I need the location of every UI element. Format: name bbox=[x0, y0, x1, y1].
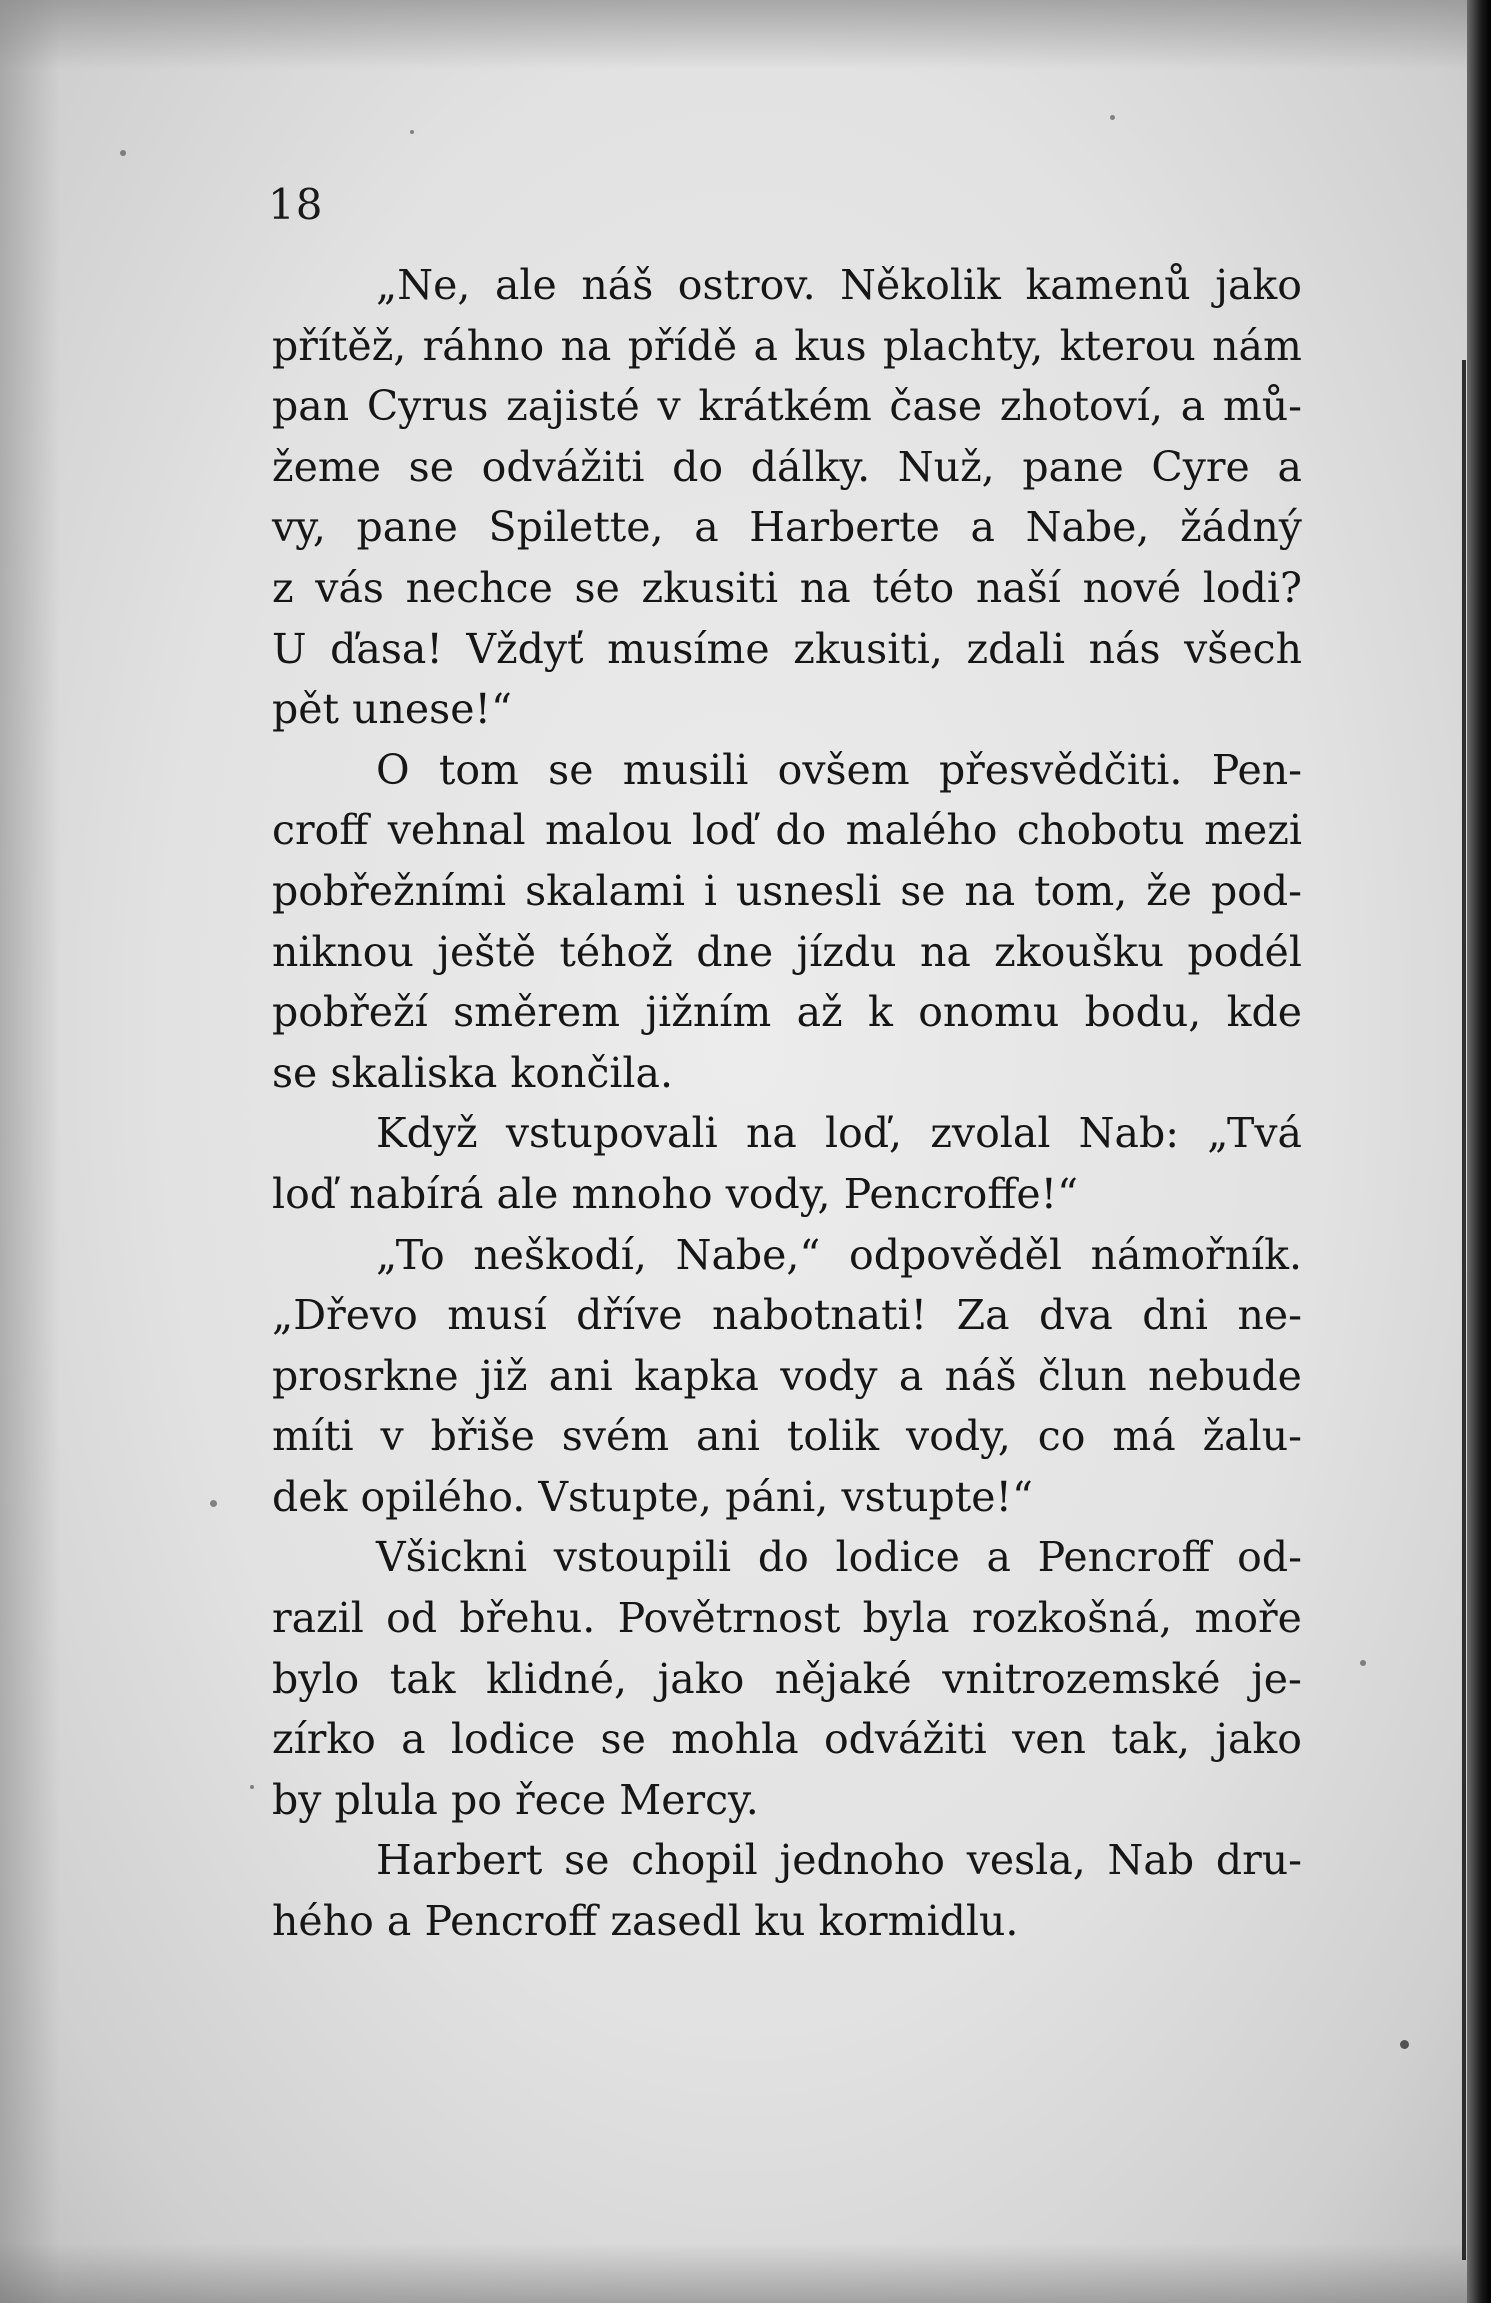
text-line: Harbert se chopil jednoho vesla, Nab dru- bbox=[376, 1836, 1302, 1885]
text-line: „To neškodí, Nabe,“ odpověděl námořník. bbox=[376, 1230, 1302, 1279]
text-line: „Dřevo musí dříve nabotnati! Za dva dni ne- bbox=[272, 1291, 1302, 1340]
text-line: niknou ještě téhož dne jízdu na zkoušku podél bbox=[272, 927, 1302, 976]
text-line: prosrkne již ani kapka vody a náš člun nebude bbox=[272, 1351, 1302, 1400]
scan-speck bbox=[210, 1500, 217, 1507]
text-line: U ďasa! Vždyť musíme zkusiti, zdali nás všech bbox=[272, 624, 1302, 673]
text-line: loď nabírá ale mnoho vody, Pencroffe!“ bbox=[272, 1169, 1079, 1218]
paragraph bbox=[272, 1103, 1302, 1224]
text-line: hého a Pencroff zasedl ku kormidlu. bbox=[272, 1897, 1019, 1946]
text-line: pobřeží směrem jižním až k onomu bodu, kde bbox=[272, 988, 1302, 1037]
text-line: pobřežními skalami i usnesli se na tom, že pod- bbox=[272, 866, 1302, 915]
text-line: zírko a lodice se mohla odvážiti ven tak, jako bbox=[272, 1715, 1302, 1764]
binding-edge bbox=[1467, 0, 1491, 2303]
scan-speck bbox=[250, 1785, 254, 1789]
page-edge-shadow-left bbox=[0, 0, 60, 2303]
page-edge-shadow-bottom bbox=[0, 2243, 1491, 2303]
text-line: pět unese!“ bbox=[272, 685, 512, 734]
text-line: přítěž, ráhno na přídě a kus plachty, kterou nám bbox=[272, 321, 1302, 370]
text-line: žeme se odvážiti do dálky. Nuž, pane Cyre a bbox=[272, 442, 1302, 491]
text-line: croff vehnal malou loď do malého chobotu mezi bbox=[272, 806, 1302, 855]
text-line: vy, pane Spilette, a Harberte a Nabe, žádný bbox=[272, 503, 1302, 552]
scan-speck bbox=[1400, 2040, 1409, 2049]
paragraph bbox=[272, 1225, 1302, 1528]
body-text bbox=[272, 255, 1302, 1952]
text-line: „Ne, ale náš ostrov. Několik kamenů jako bbox=[376, 261, 1302, 309]
text-line: by plula po řece Mercy. bbox=[272, 1775, 759, 1824]
paragraph bbox=[272, 255, 1302, 740]
paragraph bbox=[272, 740, 1302, 1104]
scan-speck bbox=[1110, 115, 1115, 120]
paragraph bbox=[272, 1527, 1302, 1830]
paragraph bbox=[272, 1830, 1302, 1951]
text-line: míti v břiše svém ani tolik vody, co má žalu- bbox=[272, 1412, 1302, 1461]
text-line: Všickni vstoupili do lodice a Pencroff od- bbox=[376, 1533, 1302, 1582]
scan-speck bbox=[1360, 1660, 1366, 1666]
page-number: 18 bbox=[268, 180, 324, 229]
text-line: pan Cyrus zajisté v krátkém čase zhotoví, a mů- bbox=[272, 382, 1302, 431]
text-line: O tom se musili ovšem přesvědčiti. Pen- bbox=[376, 745, 1302, 794]
scan-speck bbox=[120, 150, 126, 156]
text-line: bylo tak klidné, jako nějaké vnitrozemské je- bbox=[272, 1654, 1302, 1703]
margin-rule bbox=[1462, 360, 1466, 2260]
page-edge-shadow-top bbox=[0, 0, 1491, 70]
text-line: razil od břehu. Povětrnost byla rozkošná, moře bbox=[272, 1594, 1302, 1643]
text-line: Když vstupovali na loď, zvolal Nab: „Tvá bbox=[376, 1109, 1302, 1158]
text-line: z vás nechce se zkusiti na této naší nové lodi? bbox=[272, 563, 1302, 612]
text-line: se skaliska končila. bbox=[272, 1048, 674, 1097]
scan-speck bbox=[410, 130, 414, 134]
text-line: dek opilého. Vstupte, páni, vstupte!“ bbox=[272, 1472, 1033, 1521]
